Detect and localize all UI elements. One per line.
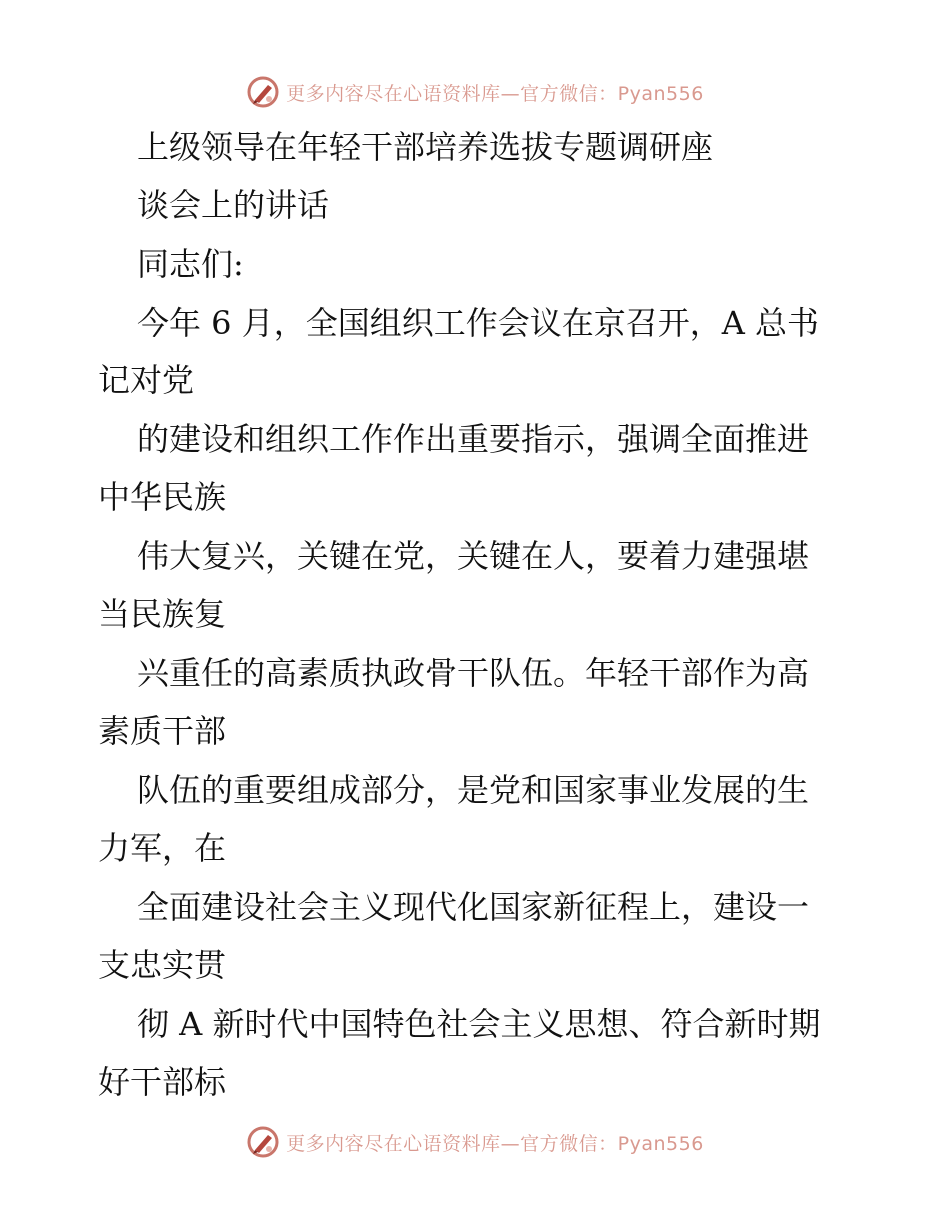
- paragraph-line: 队伍的重要组成部分，是党和国家事业发展的生: [137, 771, 810, 809]
- paragraph-line: 好干部标: [98, 1063, 227, 1101]
- paragraph-line: 兴重任的高素质执政骨干队伍。年轻干部作为高: [137, 654, 810, 692]
- paragraph-line: 素质干部: [98, 712, 227, 750]
- paragraph-line: 全面建设社会主义现代化国家新征程上，建设一: [137, 888, 810, 926]
- paragraph-line: 中华民族: [98, 478, 227, 516]
- watermark-text: 更多内容尽在心语资料库—官方微信：Pyan556: [286, 1132, 704, 1155]
- paragraph-line: 的建设和组织工作作出重要指示，强调全面推进: [137, 420, 810, 458]
- watermark-footer: [0, 1122, 950, 1162]
- paragraph-line: 彻 A 新时代中国特色社会主义思想、符合新时期: [137, 1005, 821, 1043]
- watermark-text: 更多内容尽在心语资料库—官方微信：Pyan556: [286, 82, 704, 105]
- paragraph-line: 支忠实贯: [98, 946, 227, 984]
- pen-logo-icon: [246, 1125, 280, 1159]
- pen-logo-icon: [246, 75, 280, 109]
- paragraph-line: 力军，在: [98, 829, 227, 867]
- paragraph-line: 伟大复兴，关键在党，关键在人，要着力建强堪: [137, 537, 810, 575]
- salutation: 同志们:: [137, 245, 244, 283]
- watermark-header: [0, 72, 950, 112]
- title-line-1: 上级领导在年轻干部培养选拔专题调研座: [137, 128, 714, 166]
- paragraph-line: 当民族复: [98, 595, 227, 633]
- paragraph-line: 今年 6 月，全国组织工作会议在京召开，A 总书: [137, 304, 819, 342]
- title-line-2: 谈会上的讲话: [137, 186, 330, 224]
- paragraph-line: 记对党: [98, 361, 195, 399]
